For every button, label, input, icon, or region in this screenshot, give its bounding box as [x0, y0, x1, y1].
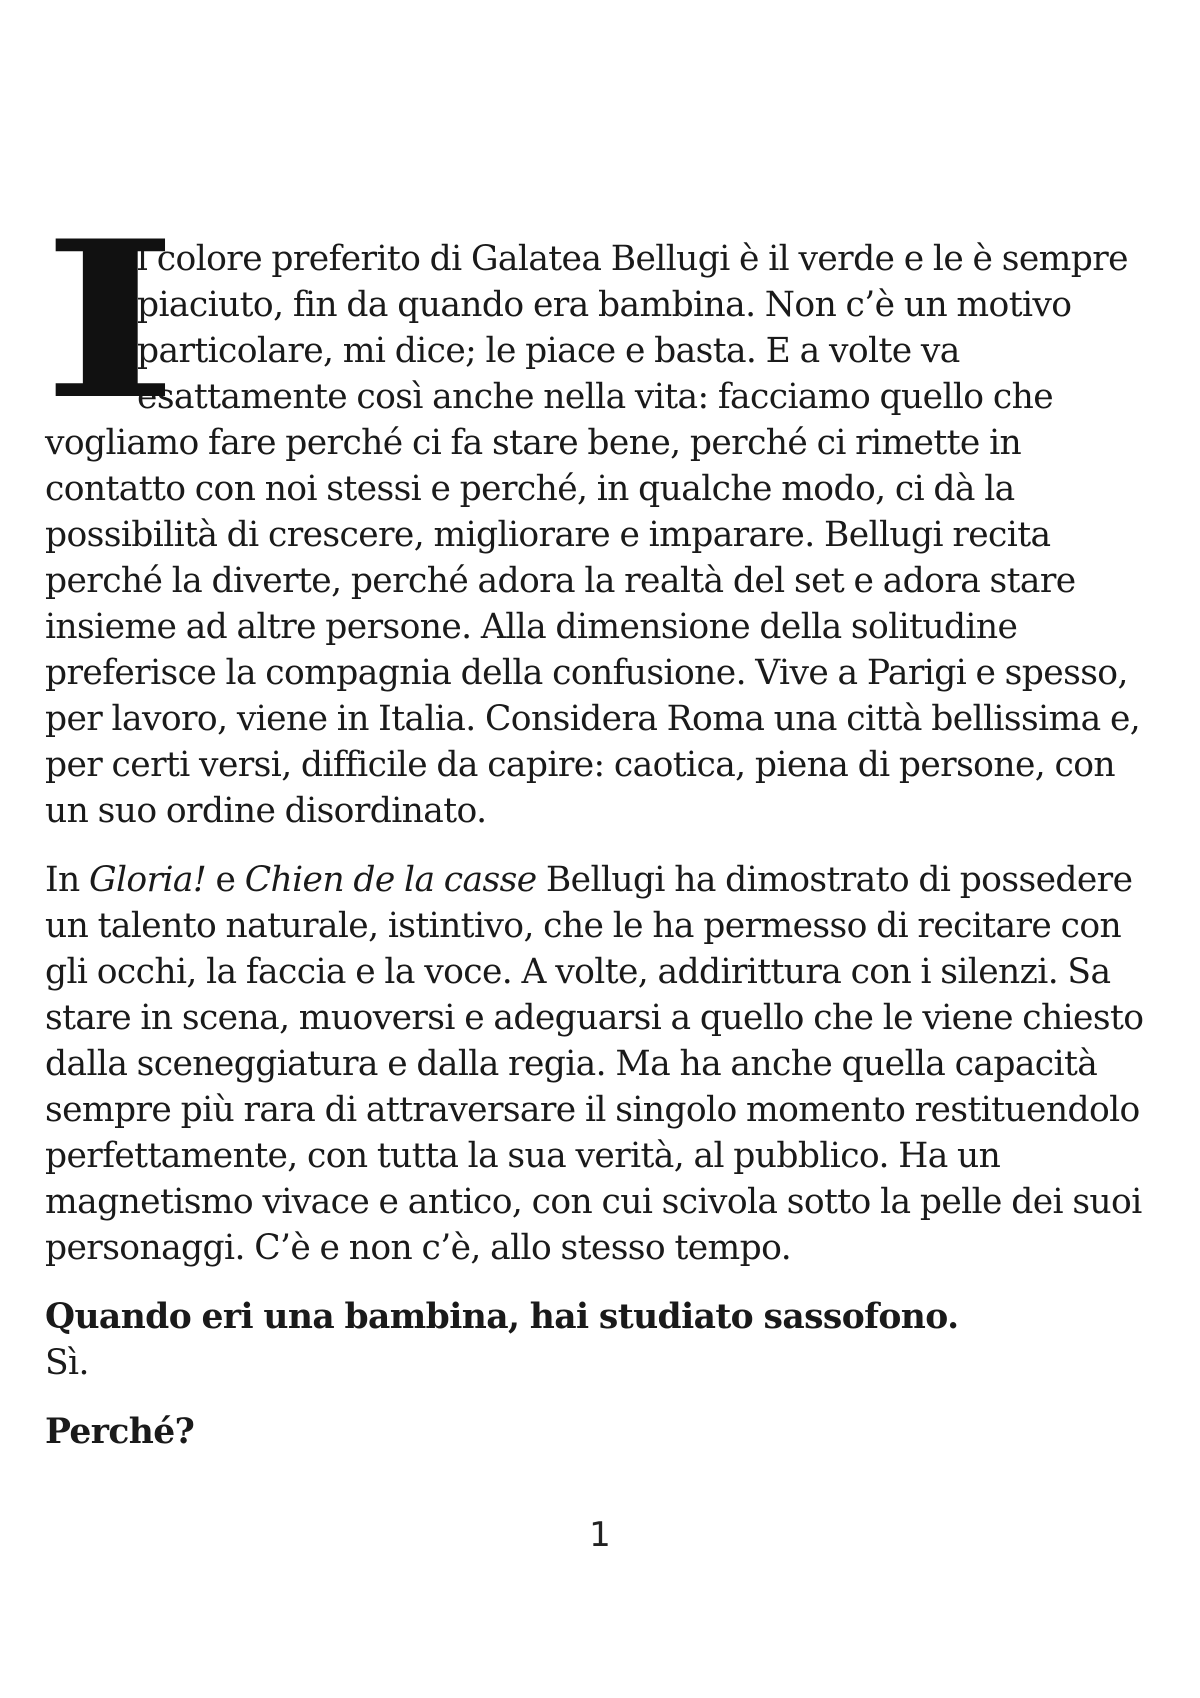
second-paragraph-text: Bellugi ha dimostrato di possedere un talento naturale, istintivo, che le ha permesso di recitare con gli occhi, la faccia e la voce. A volte, addirittura con i silenzi. Sa stare in scena, muoversi e adeguarsi a quello che le viene chiesto dalla sceneggiatura e dalla regia. Ma ha anche quella capacità sempre più rara di attraversare il singolo momento restituendolo perfettamente, con tutta la sua verità, al pubblico. Ha un magnetismo vivace e antico, con cui scivola sotto la pelle dei suoi personaggi. C’è e non c’è, allo stesso tempo. — [45, 860, 1144, 1268]
second-paragraph-conjunction: e — [206, 860, 245, 900]
interview-exchange — [45, 1409, 1165, 1455]
article-body — [42, 193, 1165, 1455]
interview-question: Quando eri una bambina, hai studiato sassofono. — [45, 1297, 959, 1337]
drop-cap: I — [42, 193, 178, 447]
film-title-gloria: Gloria! — [89, 860, 207, 900]
intro-paragraph-text: l colore preferito di Galatea Bellugi è il verde e le è sempre piaciuto, fin da quando era bambina. Non c’è un motivo particolare, mi dice; le piace e basta. E a volte va esattamente così anche nella vita: facciamo quello che vogliamo fare perché ci fa stare bene, perché ci rimette in contatto con noi stessi e perché, in qualche modo, ci dà la possibilità di crescere, migliorare e imparare. Bellugi recita perché la diverte, perché adora la realtà del set e adora stare insieme ad altre persone. Alla dimensione della solitudine preferisce la compagnia della confusione. Vive a Parigi e spesso, per lavoro, viene in Italia. Considera Roma una città bellissima e, per certi versi, difficile da capire: caotica, piena di persone, con un suo ordine disordinato. — [45, 239, 1141, 831]
page-number: 1 — [589, 1515, 611, 1555]
interview-question: Perché? — [45, 1412, 195, 1452]
interview-answer: Sì. — [45, 1343, 89, 1383]
second-paragraph — [45, 857, 1165, 1271]
interview-exchange — [45, 1294, 1165, 1386]
film-title-chien-de-la-casse: Chien de la casse — [244, 860, 537, 900]
intro-paragraph — [42, 193, 1165, 834]
second-paragraph-lead: In — [45, 860, 90, 900]
